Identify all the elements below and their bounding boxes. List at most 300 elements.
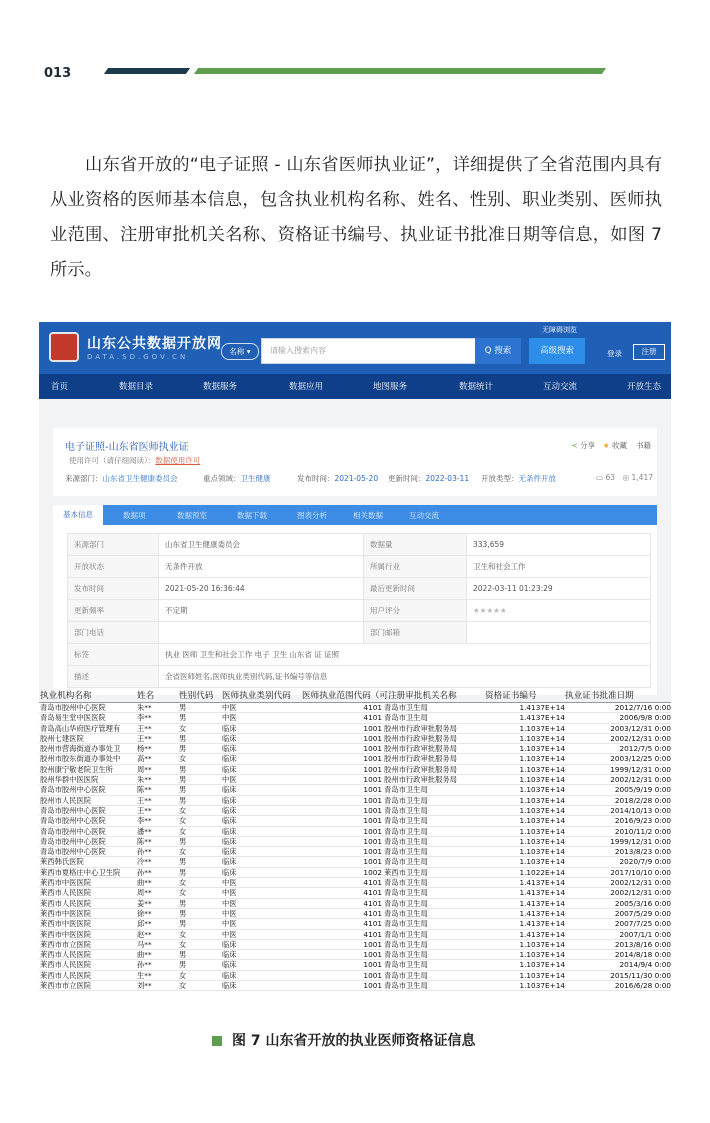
table-row [39,827,671,837]
star-icon: ★ [602,441,610,450]
table-cell: 女 [179,723,187,733]
meta-key: 最后更新时间 [364,578,467,600]
table-cell: 徐** [137,908,152,918]
table-cell: 莱西市中医医院 [40,908,92,918]
table-cell: 2002/12/31 0:00 [610,775,671,785]
table-cell: 1.4137E+14 [519,898,565,908]
update-meta: 更新时间：2022-03-11 [388,474,470,483]
table-cell: 1001 [363,826,382,836]
tab-related-data[interactable]: 相关数据 [353,511,383,520]
table-cell: 临床 [222,723,237,733]
table-cell: 1999/12/31 0:00 [610,836,671,846]
table-cell: 青岛市胶州中心医院 [40,826,106,836]
table-row [39,971,671,981]
table-cell: 1.1037E+14 [519,847,565,857]
rating-stars[interactable]: ★★★★★ [467,600,651,622]
table-cell: 2016/9/23 0:00 [614,816,671,826]
table-cell: 临床 [222,836,237,846]
table-row [39,703,671,713]
table-cell: 临床 [222,764,237,774]
table-cell: 男 [179,775,187,785]
table-cell: 女 [179,929,187,939]
tab-chart-analysis[interactable]: 图表分析 [297,511,327,520]
portal-screenshot [39,322,671,1012]
table-cell: 胶州市行政审批服务局 [384,744,457,754]
col-header: 姓名 [137,691,155,701]
meta-row [68,644,651,666]
table-cell: 姜** [137,898,152,908]
table-cell: 女 [179,847,187,857]
table-cell: 青岛市胶州中心医院 [40,816,106,826]
table-cell: 2018/2/28 0:00 [614,795,671,805]
table-cell: 1.1037E+14 [519,764,565,774]
table-cell: 陈** [137,836,152,846]
table-cell: 女 [179,981,187,991]
table-cell: 1.1022E+14 [519,867,565,877]
table-cell: 4101 [363,898,382,908]
table-cell: 朱** [137,775,152,785]
table-cell: 莱西市人民医院 [40,970,92,980]
table-row [39,950,671,960]
table-cell: 临床 [222,754,237,764]
table-cell: 临床 [222,785,237,795]
table-cell: 临床 [222,981,237,991]
table-cell: 2013/8/16 0:00 [614,939,671,949]
table-cell: 中医 [222,888,237,898]
publish-meta: 发布时间：2021-05-20 [297,474,379,483]
body-paragraph: 山东省开放的“电子证照 - 山东省医师执业证”，详细提供了全省范围内具有从业资格的医师基本信息，包含执业机构名称、姓名、性别、职业类别、医师执业范围、注册审批机关名称、资格证书编号、执业证书批准日期等信息，如图 7 所示。 [50,155,662,280]
table-cell: 青岛市胶州中心医院 [40,805,106,815]
table-cell: 女 [179,805,187,815]
nav-apps[interactable]: 数据应用 [289,382,324,392]
caption-marker [212,1036,222,1046]
table-cell: 女 [179,888,187,898]
table-cell: 1.4137E+14 [519,878,565,888]
portal-logo-icon [49,332,79,362]
meta-value: 2021-05-20 16:36:44 [159,578,364,600]
meta-key: 描述 [68,666,159,688]
table-cell: 胶州华群中医医院 [40,775,99,785]
table-cell: 中医 [222,898,237,908]
table-cell: 王** [137,795,152,805]
meta-row [68,666,651,688]
table-cell: 4101 [363,878,382,888]
eye-icon: ◎ [622,473,630,482]
dataset-meta-table [67,533,651,688]
meta-key: 更新频率 [68,600,159,622]
table-row [39,960,671,970]
table-cell: 青岛市卫生局 [384,847,428,857]
table-cell: 1001 [363,723,382,733]
table-cell: 2017/10/10 0:00 [610,867,671,877]
table-cell: 1.4137E+14 [519,908,565,918]
table-cell: 1.1037E+14 [519,785,565,795]
portal-header [39,322,671,374]
portal-domain: DATA.SD.GOV.CN [87,353,189,361]
meta-value [467,622,651,644]
table-cell: 1999/12/31 0:00 [610,764,671,774]
table-cell: 1.1037E+14 [519,723,565,733]
category-dropdown[interactable]: 名称 ▾ [221,343,259,360]
table-cell: 女 [179,939,187,949]
table-cell: 青岛市卫生局 [384,939,428,949]
table-cell: 4101 [363,888,382,898]
table-cell: 1001 [363,981,382,991]
tab-data-preview[interactable]: 数据预览 [177,511,207,520]
table-row [39,868,671,878]
meta-row [68,578,651,600]
table-cell: 4101 [363,703,382,712]
table-cell: 中医 [222,878,237,888]
nav-map[interactable]: 地图服务 [373,382,408,392]
table-cell: 2006/9/8 0:00 [619,713,671,723]
comment-count: ▭ 63 [595,473,615,482]
table-cell: 1.1037E+14 [519,816,565,826]
table-cell: 2003/12/31 0:00 [610,723,671,733]
table-cell: 2016/6/28 0:00 [614,981,671,991]
bookmark-button[interactable]: 书籍 [636,441,651,450]
col-header: 执业证书批准日期 [565,691,634,701]
table-cell: 2005/9/19 0:00 [614,785,671,795]
meta-row [68,622,651,644]
table-cell: 莱西市卫生局 [384,867,428,877]
table-cell: 男 [179,795,187,805]
table-cell: 胶州市行政审批服务局 [384,723,457,733]
nav-catalog[interactable]: 数据目录 [119,382,154,392]
table-cell: 1001 [363,960,382,970]
table-cell: 男 [179,836,187,846]
table-cell: 女 [179,878,187,888]
table-cell: 周** [137,764,152,774]
table-cell: 男 [179,950,187,960]
table-cell: 临床 [222,970,237,980]
meta-key: 部门电话 [68,622,159,644]
table-cell: 青岛市卫生局 [384,713,428,723]
table-row [39,899,671,909]
table-cell: 4101 [363,713,382,723]
table-cell: 朱** [137,703,152,712]
meta-row [68,600,651,622]
nav-stats[interactable]: 数据统计 [459,382,494,392]
nav-ecosystem[interactable]: 开放生态 [627,382,662,392]
table-cell: 临床 [222,795,237,805]
table-cell: 莱西市人民医院 [40,888,92,898]
table-cell: 胶州市营海街道办事处卫 [40,744,121,754]
meta-key: 部门邮箱 [364,622,467,644]
table-cell: 1001 [363,785,382,795]
table-cell: 1.1037E+14 [519,836,565,846]
nav-services[interactable]: 数据服务 [203,382,238,392]
col-header: 医师执业范围代码（可注册审批机关名称 [302,691,457,701]
search-input[interactable] [261,338,477,364]
table-cell: 刘** [137,981,152,991]
table-row [39,837,671,847]
col-header: 医师执业类别代码 [222,691,291,701]
table-cell: 男 [179,857,187,867]
table-cell: 中医 [222,929,237,939]
meta-key: 来源部门 [68,534,159,556]
table-cell: 青岛市胶州中心医院 [40,703,106,712]
figure-caption: 图 7 山东省开放的执业医师资格证信息 [232,1033,476,1049]
table-cell: 男 [179,744,187,754]
table-cell: 王** [137,733,152,743]
table-cell: 赵** [137,929,152,939]
table-cell: 男 [179,867,187,877]
table-cell: 莱西市人民医院 [40,898,92,908]
table-row [39,940,671,950]
register-button[interactable]: 注册 [633,344,665,360]
table-cell: 生** [137,970,152,980]
table-cell: 2007/5/29 0:00 [614,908,671,918]
search-placeholder: 请输入搜索内容 [270,346,326,355]
dataset-title: 电子证照-山东省医师执业证 [65,442,189,453]
table-cell: 临床 [222,857,237,867]
table-row [39,857,671,867]
sheet-header-row [39,690,671,703]
table-cell: 1001 [363,847,382,857]
table-cell: 周** [137,888,152,898]
table-cell: 男 [179,908,187,918]
tab-basic-info[interactable]: 基本信息 [53,505,103,525]
meta-key: 发布时间 [68,578,159,600]
table-cell: 胶州康宁敬老院卫生所 [40,764,113,774]
table-cell: 中医 [222,713,237,723]
table-cell: 男 [179,919,187,929]
dataset-info-card [53,428,657,496]
meta-key: 所属行业 [364,556,467,578]
table-cell: 胶州市行政审批服务局 [384,733,457,743]
field-meta: 重点领域：卫生健康 [203,474,271,483]
table-cell: 临床 [222,805,237,815]
view-count: ◎ 1,417 [622,473,653,482]
open-type-meta: 开放类型：无条件开放 [481,474,556,483]
table-cell: 2002/12/31 0:00 [610,733,671,743]
accessibility-link[interactable]: 无障碍浏览 [542,326,577,334]
table-cell: 1001 [363,805,382,815]
table-cell: 1.1037E+14 [519,744,565,754]
table-cell: 孙** [137,867,152,877]
table-row [39,754,671,764]
collect-button[interactable]: ★ 收藏 [602,441,627,450]
table-cell: 2002/12/31 0:00 [610,888,671,898]
table-cell: 青岛市卫生局 [384,981,428,991]
search-button[interactable]: Q 搜索 [475,338,521,364]
table-cell: 青岛市卫生局 [384,795,428,805]
table-row [39,919,671,929]
table-cell: 青岛市卫生局 [384,898,428,908]
header-bar-dark [104,68,190,74]
table-cell: 女 [179,754,187,764]
table-cell: 临床 [222,816,237,826]
table-cell: 1.1037E+14 [519,857,565,867]
table-cell: 青岛易生堂中医医院 [40,713,106,723]
table-cell: 1001 [363,857,382,867]
col-header: 执业机构名称 [40,691,92,701]
dataset-tabs-card [53,505,657,695]
meta-value: 卫生和社会工作 [467,556,651,578]
table-cell: 青岛市卫生局 [384,826,428,836]
table-cell: 1.1037E+14 [519,754,565,764]
table-cell: 临床 [222,847,237,857]
table-cell: 莱西市市立医院 [40,939,92,949]
table-cell: 2020/7/9 0:00 [619,857,671,867]
table-cell: 青岛市卫生局 [384,816,428,826]
table-cell: 1001 [363,795,382,805]
table-cell: 1.1037E+14 [519,795,565,805]
table-cell: 李** [137,816,152,826]
meta-key: 标签 [68,644,159,666]
table-row [39,744,671,754]
nav-home[interactable]: 首页 [51,382,69,392]
table-cell: 1001 [363,939,382,949]
table-cell: 青岛市卫生局 [384,960,428,970]
table-cell: 2013/8/23 0:00 [614,847,671,857]
table-row [39,734,671,744]
nav-interaction[interactable]: 互动交流 [543,382,578,392]
meta-value [159,622,364,644]
table-cell: 潘** [137,826,152,836]
table-cell: 莱西市夏格庄中心卫生院 [40,867,121,877]
table-cell: 男 [179,713,187,723]
table-cell: 胶州市行政审批服务局 [384,754,457,764]
table-cell: 女 [179,816,187,826]
table-cell: 王** [137,723,152,733]
dataset-tabbar [53,505,657,525]
tab-interaction[interactable]: 互动交流 [409,511,439,520]
table-cell: 李** [137,713,152,723]
table-cell: 中医 [222,775,237,785]
table-cell: 1.1037E+14 [519,970,565,980]
table-cell: 2007/7/25 0:00 [614,919,671,929]
table-cell: 青岛市卫生局 [384,785,428,795]
table-cell: 青岛市卫生局 [384,703,428,712]
table-cell: 青岛市卫生局 [384,836,428,846]
table-cell: 临床 [222,939,237,949]
table-cell: 1.4137E+14 [519,703,565,712]
table-cell: 中医 [222,703,237,712]
table-cell: 1001 [363,754,382,764]
table-cell: 莱西市人民医院 [40,960,92,970]
table-cell: 孙** [137,960,152,970]
table-cell: 男 [179,703,187,712]
table-cell: 青岛市卫生局 [384,908,428,918]
table-row [39,713,671,723]
tab-data-download[interactable]: 数据下载 [237,511,267,520]
meta-key: 用户评分 [364,600,467,622]
table-cell: 高** [137,754,152,764]
table-cell: 2010/11/2 0:00 [614,826,671,836]
table-cell: 4101 [363,919,382,929]
meta-row [68,534,651,556]
tab-data-items[interactable]: 数据项 [123,511,146,520]
table-cell: 青岛市卫生局 [384,929,428,939]
table-cell: 青岛市卫生局 [384,878,428,888]
table-cell: 1.1037E+14 [519,805,565,815]
col-header: 资格证书编号 [485,691,537,701]
meta-value: 333,659 [467,534,651,556]
meta-value: 山东省卫生健康委员会 [159,534,364,556]
table-cell: 2012/7/16 0:00 [614,703,671,712]
table-cell: 陈** [137,785,152,795]
table-row [39,785,671,795]
tags-value: 执业 医师 卫生和社会工作 电子 卫生 山东省 证 证照 [159,644,651,666]
table-cell: 1001 [363,816,382,826]
table-cell: 男 [179,785,187,795]
table-cell: 胶州市行政审批服务局 [384,775,457,785]
table-cell: 临床 [222,950,237,960]
table-cell: 1.1037E+14 [519,950,565,960]
header-bar-green [194,68,606,74]
share-button[interactable]: < 分享 [571,441,595,450]
table-cell: 王** [137,805,152,815]
table-cell: 1001 [363,733,382,743]
table-cell: 临床 [222,826,237,836]
table-cell: 1001 [363,764,382,774]
table-cell: 1001 [363,775,382,785]
table-cell: 1001 [363,950,382,960]
table-cell: 2012/7/5 0:00 [619,744,671,754]
table-cell: 胶州市胶东街道办事处中 [40,754,121,764]
meta-value: 2022-03-11 01:23:29 [467,578,651,600]
share-icon: < [571,441,578,450]
table-cell: 临床 [222,960,237,970]
table-cell: 1001 [363,744,382,754]
table-cell: 冷** [137,857,152,867]
table-row [39,930,671,940]
table-cell: 2015/11/30 0:00 [610,970,671,980]
table-cell: 2003/12/25 0:00 [610,754,671,764]
table-cell: 1.1037E+14 [519,775,565,785]
permission-link[interactable]: 数据使用许可 [155,456,201,465]
table-cell: 青岛市卫生局 [384,805,428,815]
table-cell: 2014/8/18 0:00 [614,950,671,960]
table-cell: 1.1037E+14 [519,960,565,970]
table-cell: 临床 [222,744,237,754]
table-cell: 胶州七建医院 [40,733,84,743]
table-cell: 1.4137E+14 [519,888,565,898]
table-row [39,816,671,826]
table-cell: 4101 [363,908,382,918]
dataset-permission [69,455,200,466]
desc-value: 全省医师姓名,医师执业类别代码,证书编号等信息 [159,666,651,688]
table-cell: 马** [137,939,152,949]
permission-label: 使用许可（请仔细阅读）： [69,456,156,465]
table-cell: 2014/9/4 0:00 [619,960,671,970]
table-row [39,909,671,919]
table-row [39,806,671,816]
page-number: 013 [44,66,72,81]
login-link[interactable]: 登录 [607,349,622,358]
table-cell: 临床 [222,733,237,743]
table-cell: 莱西市中医医院 [40,919,92,929]
table-cell: 1.4137E+14 [519,919,565,929]
table-cell: 青岛市卫生局 [384,970,428,980]
advanced-search-button[interactable]: 高级搜索 [529,338,585,364]
table-cell: 莱西市市立医院 [40,981,92,991]
meta-key: 开放状态 [68,556,159,578]
table-cell: 4101 [363,929,382,939]
table-row [39,724,671,734]
portal-title: 山东公共数据开放网 [87,336,222,352]
table-cell: 1.4137E+14 [519,713,565,723]
table-cell: 莱西市人民医院 [40,950,92,960]
meta-row [68,556,651,578]
table-row [39,981,671,991]
table-cell: 青岛市卫生局 [384,950,428,960]
table-cell: 青岛市胶州中心医院 [40,785,106,795]
table-cell: 女 [179,826,187,836]
table-cell: 1002 [363,867,382,877]
